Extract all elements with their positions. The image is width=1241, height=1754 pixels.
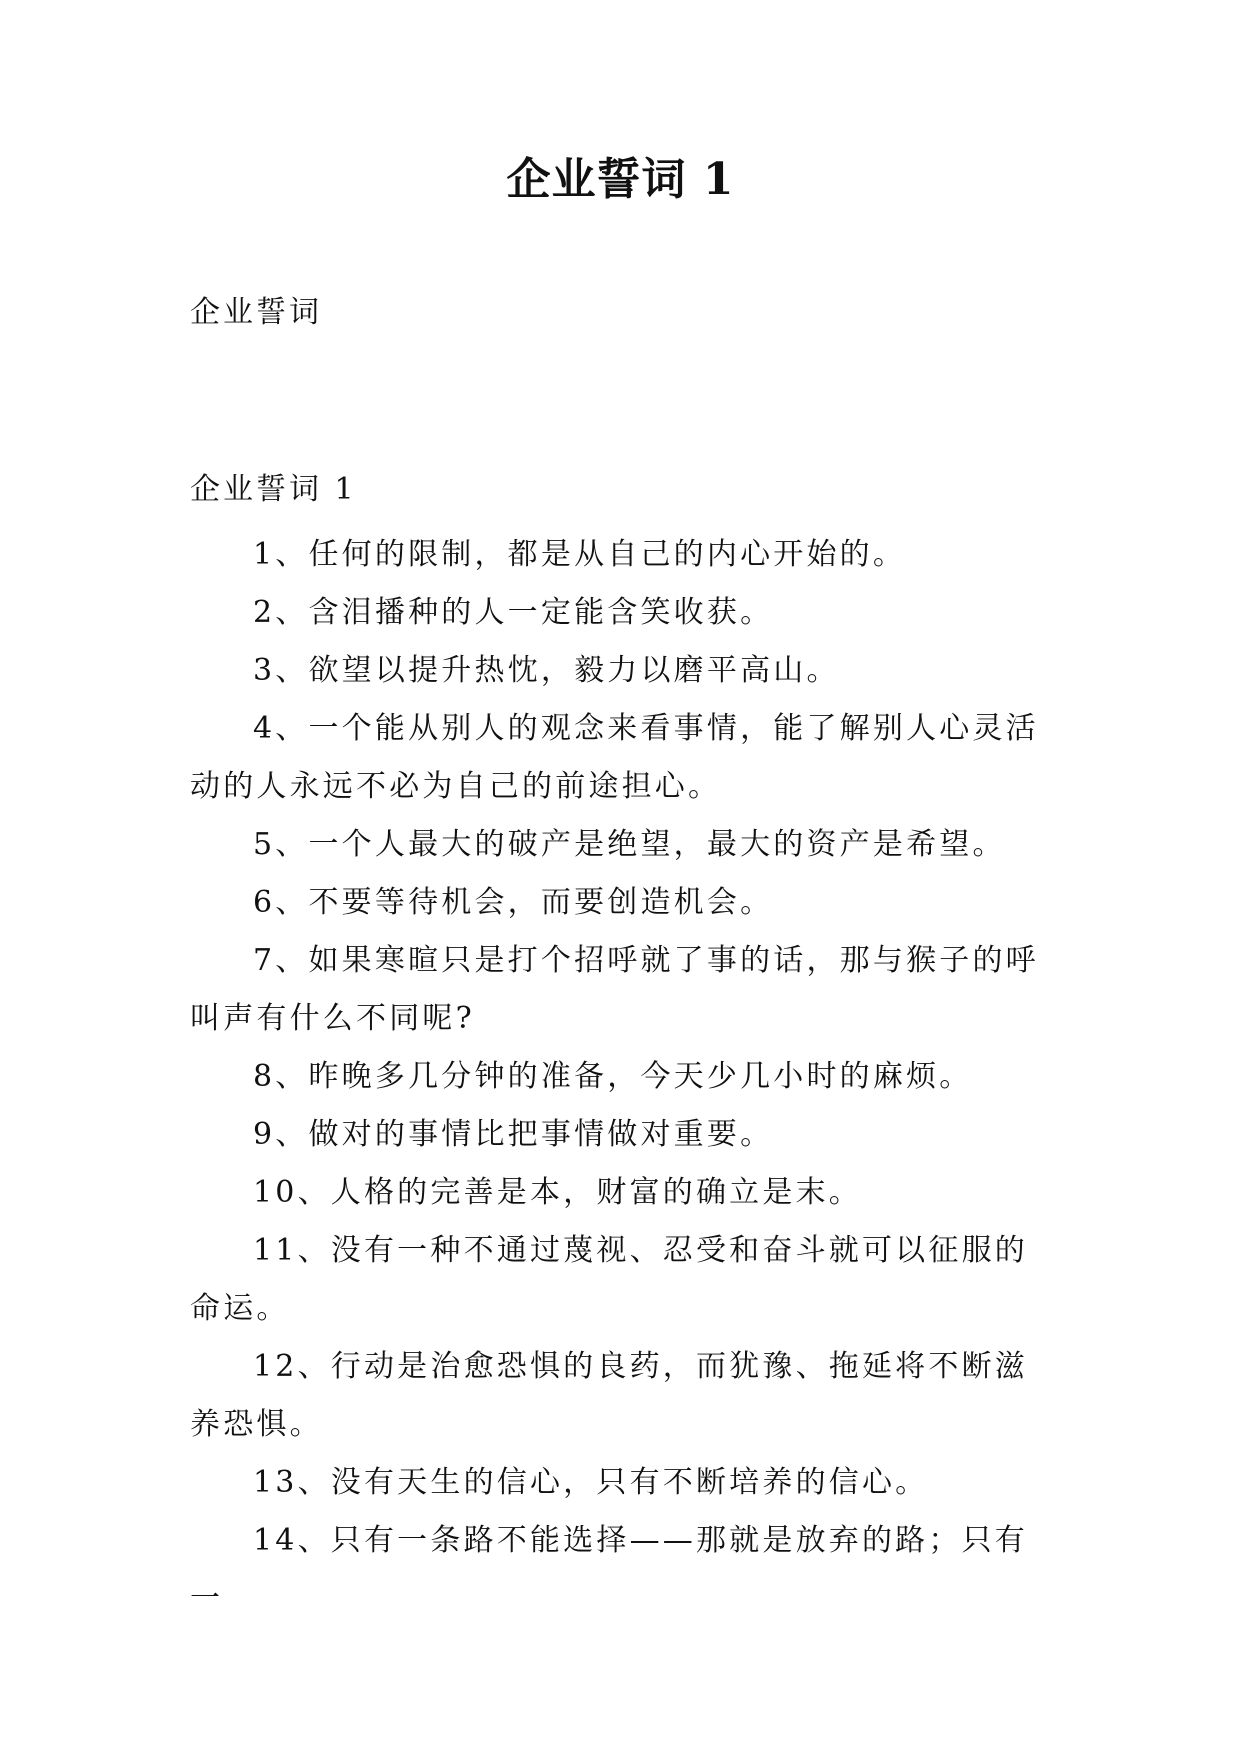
pledge-item-7: 7、如果寒暄只是打个招呼就了事的话，那与猴子的呼叫声有什么不同呢? — [190, 943, 1039, 1036]
pledge-item-14: 14、只有一条路不能选择——那就是放弃的路；只有一 — [190, 1523, 1028, 1616]
pledge-item-4: 4、一个能从别人的观念来看事情，能了解别人心灵活动的人永远不必为自己的前途担心。 — [190, 711, 1039, 804]
pledge-list — [190, 526, 1050, 1628]
document-subtitle: 企业誓词 — [190, 295, 322, 330]
pledge-item-5: 5、一个人最大的破产是绝望，最大的资产是希望。 — [253, 827, 1006, 862]
pledge-item-13: 13、没有天生的信心，只有不断培养的信心。 — [253, 1465, 929, 1500]
pledge-item-3: 3、欲望以提升热忱，毅力以磨平高山。 — [253, 653, 840, 688]
pledge-item-6: 6、不要等待机会，而要创造机会。 — [253, 885, 774, 920]
pledge-item-2: 2、含泪播种的人一定能含笑收获。 — [253, 595, 774, 630]
pledge-item-11: 11、没有一种不通过蔑视、忍受和奋斗就可以征服的命运。 — [190, 1233, 1028, 1326]
pledge-item-12: 12、行动是治愈恐惧的良药，而犹豫、拖延将不断滋养恐惧。 — [190, 1349, 1028, 1442]
pledge-item-8: 8、昨晚多几分钟的准备，今天少几小时的麻烦。 — [253, 1059, 973, 1094]
pledge-item-9: 9、做对的事情比把事情做对重要。 — [253, 1117, 774, 1152]
document-title: 企业誓词 1 — [506, 154, 735, 205]
pledge-item-10: 10、人格的完善是本，财富的确立是末。 — [253, 1175, 862, 1210]
section-heading: 企业誓词 1 — [190, 472, 357, 507]
pledge-item-1: 1、任何的限制，都是从自己的内心开始的。 — [253, 537, 907, 572]
